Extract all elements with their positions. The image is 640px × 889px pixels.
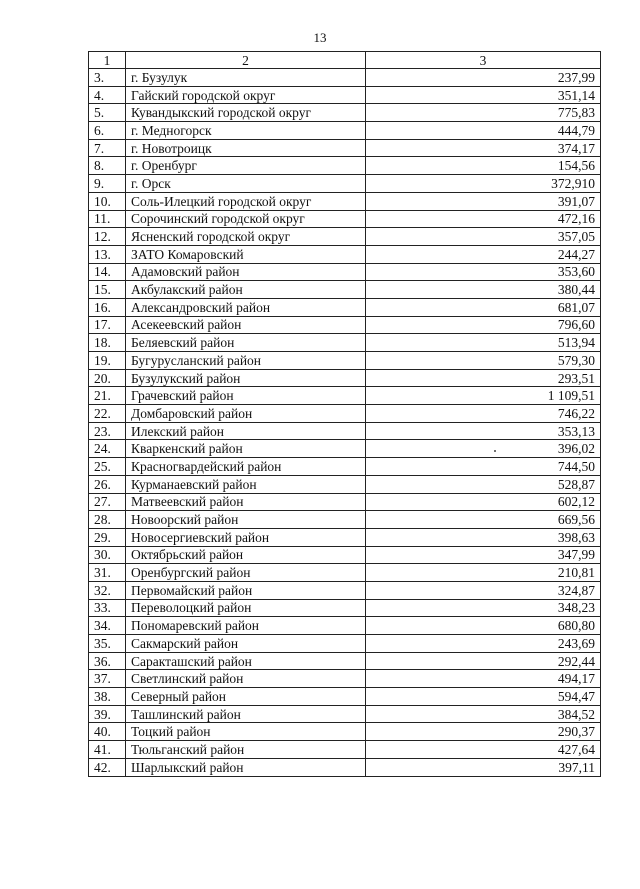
table-row [89, 157, 601, 175]
table-row [89, 564, 601, 582]
table-row [89, 741, 601, 759]
row-number: 14. [89, 263, 126, 281]
row-name: Тюльганский район [126, 741, 366, 759]
table-row [89, 387, 601, 405]
row-value: 513,94 [366, 334, 601, 352]
row-name: Асекеевский район [126, 316, 366, 334]
row-number: 25. [89, 458, 126, 476]
row-name: ЗАТО Комаровский [126, 245, 366, 263]
row-number: 9. [89, 175, 126, 193]
row-number: 19. [89, 352, 126, 370]
row-name: Илекский район [126, 422, 366, 440]
row-name: Бугурусланский район [126, 352, 366, 370]
column-header-value: 3 [366, 52, 601, 69]
row-number: 22. [89, 405, 126, 423]
row-value: 579,30 [366, 352, 601, 370]
row-name: г. Оренбург [126, 157, 366, 175]
row-name: г. Орск [126, 175, 366, 193]
row-name: Красногвардейский район [126, 458, 366, 476]
row-value: 380,44 [366, 281, 601, 299]
row-number: 20. [89, 369, 126, 387]
row-number: 39. [89, 705, 126, 723]
row-value: 357,05 [366, 228, 601, 246]
row-value: 398,63 [366, 528, 601, 546]
table-row [89, 705, 601, 723]
table-header-row [89, 52, 601, 69]
row-name: Домбаровский район [126, 405, 366, 423]
row-name: Переволоцкий район [126, 599, 366, 617]
row-name: г. Новотроицк [126, 139, 366, 157]
row-number: 8. [89, 157, 126, 175]
row-number: 31. [89, 564, 126, 582]
table-row [89, 635, 601, 653]
table-row [89, 104, 601, 122]
table-row [89, 440, 601, 458]
table-row [89, 652, 601, 670]
table-row [89, 69, 601, 87]
table-row [89, 316, 601, 334]
row-value: 292,44 [366, 652, 601, 670]
row-number: 36. [89, 652, 126, 670]
row-value: 347,99 [366, 546, 601, 564]
table-row [89, 298, 601, 316]
row-value: 384,52 [366, 705, 601, 723]
table-row [89, 281, 601, 299]
row-name: Шарлыкский район [126, 758, 366, 776]
row-number: 30. [89, 546, 126, 564]
row-value: 397,11 [366, 758, 601, 776]
page-number: 13 [313, 30, 327, 45]
row-number: 16. [89, 298, 126, 316]
scan-speck [494, 450, 496, 452]
row-value: 775,83 [366, 104, 601, 122]
row-number: 35. [89, 635, 126, 653]
row-name: Новосергиевский район [126, 528, 366, 546]
row-number: 37. [89, 670, 126, 688]
row-name: Октябрьский район [126, 546, 366, 564]
row-name: Бузулукский район [126, 369, 366, 387]
table-row [89, 581, 601, 599]
row-number: 21. [89, 387, 126, 405]
row-name: Новоорский район [126, 511, 366, 529]
row-name: Кваркенский район [126, 440, 366, 458]
table-row [89, 192, 601, 210]
row-value: 528,87 [366, 475, 601, 493]
row-number: 12. [89, 228, 126, 246]
row-value: 372,910 [366, 175, 601, 193]
table-row [89, 210, 601, 228]
table-row [89, 175, 601, 193]
row-value: 154,56 [366, 157, 601, 175]
row-value: 744,50 [366, 458, 601, 476]
row-value: 472,16 [366, 210, 601, 228]
row-name: Гайский городской округ [126, 86, 366, 104]
row-number: 10. [89, 192, 126, 210]
row-value: 293,51 [366, 369, 601, 387]
row-name: Тоцкий район [126, 723, 366, 741]
row-number: 15. [89, 281, 126, 299]
row-name: г. Бузулук [126, 69, 366, 87]
row-name: г. Медногорск [126, 122, 366, 140]
row-name: Оренбургский район [126, 564, 366, 582]
row-value: 746,22 [366, 405, 601, 423]
row-name: Грачевский район [126, 387, 366, 405]
row-name: Беляевский район [126, 334, 366, 352]
row-value: 680,80 [366, 617, 601, 635]
column-header-number: 1 [89, 52, 126, 69]
table-row [89, 369, 601, 387]
row-name: Ясненский городской округ [126, 228, 366, 246]
row-value: 353,13 [366, 422, 601, 440]
row-number: 26. [89, 475, 126, 493]
row-number: 6. [89, 122, 126, 140]
row-value: 669,56 [366, 511, 601, 529]
row-value: 444,79 [366, 122, 601, 140]
row-value: 243,69 [366, 635, 601, 653]
row-number: 27. [89, 493, 126, 511]
row-number: 41. [89, 741, 126, 759]
row-name: Сакмарский район [126, 635, 366, 653]
row-number: 17. [89, 316, 126, 334]
table-row [89, 758, 601, 776]
row-number: 42. [89, 758, 126, 776]
row-number: 33. [89, 599, 126, 617]
row-value: 681,07 [366, 298, 601, 316]
row-value: 1 109,51 [366, 387, 601, 405]
row-name: Ташлинский район [126, 705, 366, 723]
row-value: 290,37 [366, 723, 601, 741]
row-value: 391,07 [366, 192, 601, 210]
row-value: 796,60 [366, 316, 601, 334]
table-row [89, 86, 601, 104]
row-name: Кувандыкский городской округ [126, 104, 366, 122]
row-value: 348,23 [366, 599, 601, 617]
table-row [89, 245, 601, 263]
table-row [89, 458, 601, 476]
row-number: 13. [89, 245, 126, 263]
row-number: 29. [89, 528, 126, 546]
row-number: 18. [89, 334, 126, 352]
table-row [89, 528, 601, 546]
table-row [89, 352, 601, 370]
row-name: Первомайский район [126, 581, 366, 599]
row-number: 3. [89, 69, 126, 87]
row-value: 353,60 [366, 263, 601, 281]
row-value: 351,14 [366, 86, 601, 104]
data-table [88, 51, 601, 777]
row-name: Александровский район [126, 298, 366, 316]
row-number: 24. [89, 440, 126, 458]
row-name: Соль-Илецкий городской округ [126, 192, 366, 210]
table-row [89, 122, 601, 140]
table-row [89, 405, 601, 423]
column-header-name: 2 [126, 52, 366, 69]
table-row [89, 493, 601, 511]
row-value: 324,87 [366, 581, 601, 599]
table-row [89, 617, 601, 635]
row-number: 28. [89, 511, 126, 529]
row-name: Сорочинский городской округ [126, 210, 366, 228]
row-name: Адамовский район [126, 263, 366, 281]
table-row [89, 688, 601, 706]
table-row [89, 599, 601, 617]
table-body [89, 69, 601, 777]
row-value: 594,47 [366, 688, 601, 706]
row-value: 494,17 [366, 670, 601, 688]
table-row [89, 723, 601, 741]
row-value: 427,64 [366, 741, 601, 759]
table-row [89, 334, 601, 352]
row-name: Курманаевский район [126, 475, 366, 493]
table-row [89, 511, 601, 529]
row-number: 23. [89, 422, 126, 440]
row-number: 40. [89, 723, 126, 741]
row-value: 396,02 [366, 440, 601, 458]
row-number: 7. [89, 139, 126, 157]
table-row [89, 139, 601, 157]
table-row [89, 422, 601, 440]
row-name: Акбулакский район [126, 281, 366, 299]
row-number: 32. [89, 581, 126, 599]
row-value: 602,12 [366, 493, 601, 511]
row-number: 5. [89, 104, 126, 122]
table-row [89, 546, 601, 564]
row-name: Пономаревский район [126, 617, 366, 635]
row-value: 237,99 [366, 69, 601, 87]
row-name: Саракташский район [126, 652, 366, 670]
row-value: 374,17 [366, 139, 601, 157]
table-row [89, 670, 601, 688]
row-number: 4. [89, 86, 126, 104]
row-name: Светлинский район [126, 670, 366, 688]
row-value: 210,81 [366, 564, 601, 582]
row-number: 11. [89, 210, 126, 228]
row-number: 34. [89, 617, 126, 635]
row-name: Северный район [126, 688, 366, 706]
table-row [89, 475, 601, 493]
row-value: 244,27 [366, 245, 601, 263]
row-number: 38. [89, 688, 126, 706]
table-row [89, 228, 601, 246]
row-name: Матвеевский район [126, 493, 366, 511]
table-row [89, 263, 601, 281]
